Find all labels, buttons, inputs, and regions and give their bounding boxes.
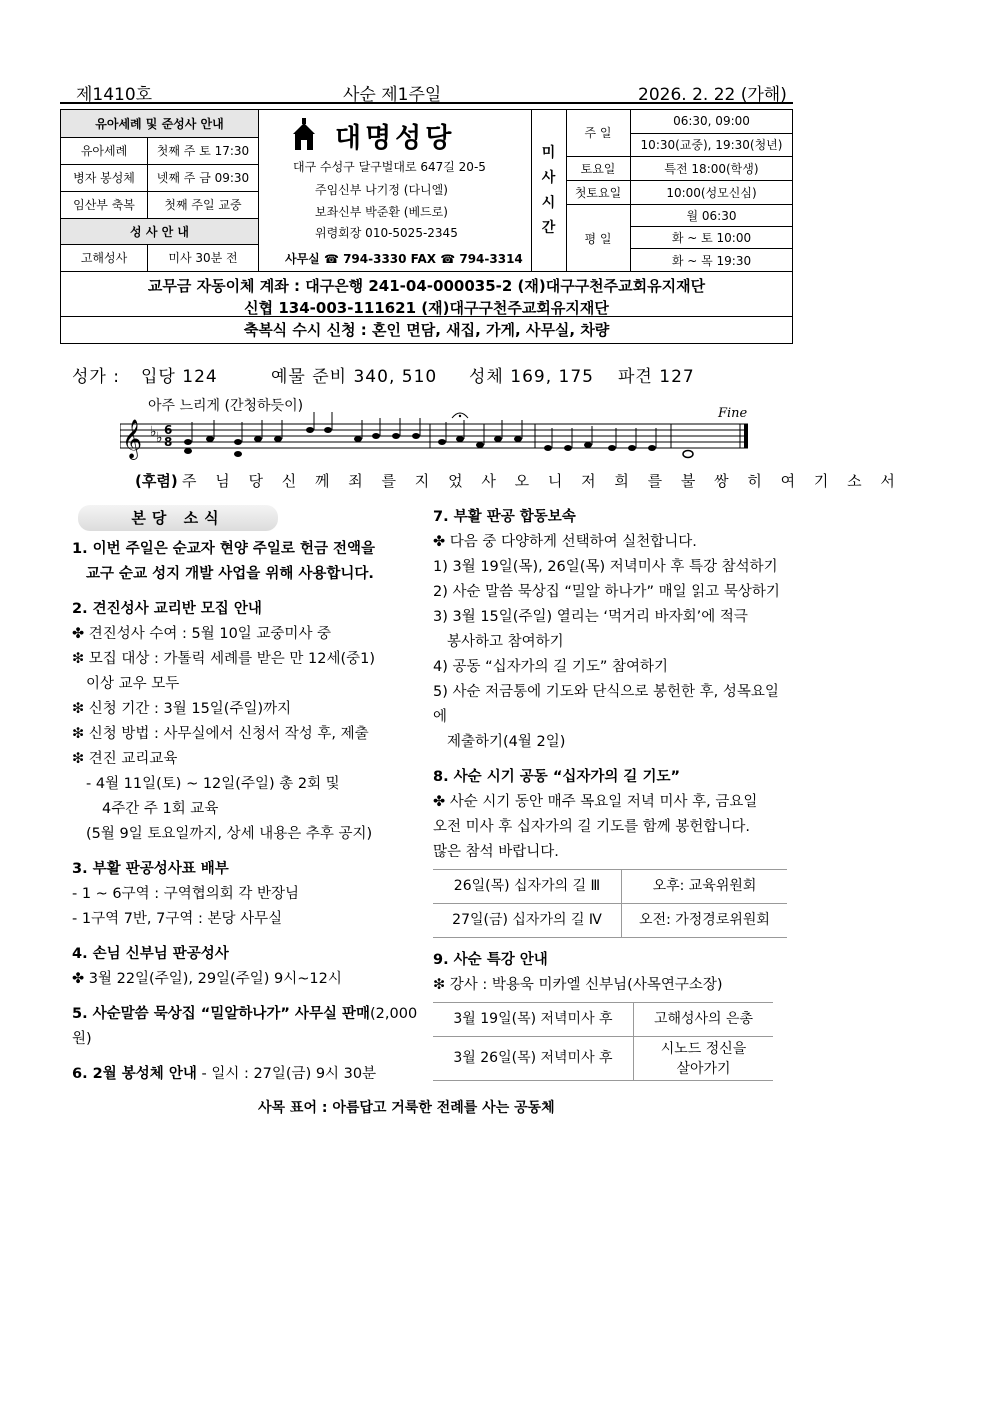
refrain-lyrics: 주 님 당 신 께 죄 를 지 었 사 오 니 저 희 를 불 쌍 히 여 기 소 서 [182, 472, 902, 490]
parish-address: 대구 수성구 달구벌대로 647길 20-5 [293, 160, 486, 174]
news-8-title: 8. 사순 시기 공동 “십자가의 길 기도” [433, 769, 681, 785]
table-row [433, 870, 787, 904]
news-2-line: ❇ 신청 기간 : 3월 15일(주일)까지 [72, 701, 292, 717]
info-box [60, 109, 793, 272]
baptism-title: 유아세례 및 준성사 안내 [61, 110, 259, 137]
sacrament-value: 넷째 주 금 09:30 [148, 164, 259, 191]
account-line-1: 교무금 자동이체 계좌 : 대구은행 241-04-000035-2 (재)대구구천주교회유지재단 [147, 277, 706, 295]
sacrament-label: 병자 봉성체 [61, 164, 148, 191]
tempo-marking: 아주 느리게 (간청하듯이) [148, 398, 304, 414]
news-2-line: ❇ 모집 대상 : 가톨릭 세례를 받은 만 12세(중1) [72, 651, 376, 667]
news-2-title: 2. 견진성사 교리반 모집 안내 [72, 601, 262, 617]
mass-table [566, 110, 792, 271]
lecture-table [433, 1002, 773, 1081]
station-day: 26일(목) 십자가의 길 Ⅲ [433, 870, 622, 904]
sacrament-table [61, 110, 259, 271]
news-7-item: 2) 사순 말씀 묵상집 “밀알 하나가” 매일 읽고 묵상하기 [433, 584, 780, 600]
news-4-title: 4. 손님 신부님 판공성사 [72, 946, 229, 962]
pastoral-motto: 사목 표어 : 아름답고 거룩한 전례를 사는 공동체 [258, 1100, 555, 1116]
parish-info [259, 110, 532, 271]
news-6-detail: - 일시 : 27일(금) 9시 30분 [196, 1066, 377, 1082]
fine-marking: Fine [718, 406, 748, 421]
news-8-line: 오전 미사 후 십자가의 길 기도를 함께 봉헌합니다. [433, 819, 751, 835]
news-5-price: (2,000원) [72, 1006, 418, 1047]
sacrament-value: 첫째 주일 교중 [148, 191, 259, 218]
news-5-title: 5. 사순말씀 묵상집 “밀알하나가” 사무실 판매 [72, 1006, 371, 1022]
header-rule [60, 102, 793, 104]
weekday-label: 평 일 [566, 205, 631, 271]
hymn-offertory: 예물 준비 340, 510 [271, 367, 438, 387]
liturgical-week: 사순 제1주일 [343, 85, 442, 105]
news-2-line: ❇ 견진 교리교육 [72, 751, 178, 767]
news-2-line: (5월 9일 토요일까지, 상세 내용은 추후 공지) [86, 826, 373, 842]
first-saturday-time: 10:00(성모신심) [631, 180, 793, 204]
news-8-line: ✤ 사순 시기 동안 매주 목요일 저녁 미사 후, 금요일 [433, 794, 758, 810]
svg-text:♭: ♭ [150, 424, 157, 440]
news-9-title: 9. 사순 특강 안내 [433, 952, 548, 968]
lecture-topic: 고해성사의 은총 [634, 1003, 774, 1037]
parish-news-pill: 본당 소식 [78, 505, 278, 531]
table-row [433, 1037, 773, 1081]
svg-text:♭: ♭ [156, 430, 163, 446]
news-2-line: ✤ 견진성사 수여 : 5월 10일 교중미사 중 [72, 626, 332, 642]
news-4-line: ✤ 3월 22일(주일), 29일(주일) 9시~12시 [72, 971, 342, 987]
news-3-line: - 1 ~ 6구역 : 구역협의회 각 반장님 [72, 886, 300, 902]
mass-title: 미 사 시 간 [531, 110, 567, 271]
news-7-item: 1) 3월 19일(목), 26일(목) 저녁미사 후 특강 참석하기 [433, 559, 778, 575]
confession-label: 고해성사 [61, 244, 148, 271]
table-row [433, 904, 787, 938]
news-2-line: ❇ 신청 방법 : 사무실에서 신청서 작성 후, 제출 [72, 726, 369, 742]
sunday-time: 06:30, 09:00 [631, 110, 793, 133]
news-7-item: 3) 3월 15일(주일) 열리는 ‘먹거리 바자회’에 적극 [433, 609, 748, 625]
assistant-priest: 보좌신부 박준환 (베드로) [315, 205, 448, 219]
news-1-title-cont: 교구 순교 성지 개발 사업을 위해 사용합니다. [86, 566, 374, 582]
station-group: 오후: 교육위원회 [622, 870, 788, 904]
svg-text:8: 8 [164, 435, 173, 449]
svg-text:𝄞: 𝄞 [122, 419, 143, 459]
lecture-topic [634, 1037, 774, 1081]
news-3-line: - 1구역 7반, 7구역 : 본당 사무실 [72, 911, 283, 927]
sunday-label: 주 일 [566, 110, 631, 156]
blessing-text: 축복식 수시 신청 : 혼인 면담, 새집, 가게, 사무실, 차량 [243, 321, 610, 339]
pastor: 주임신부 나기정 (다니엘) [315, 183, 448, 197]
council-chair: 위령회장 010-5025-2345 [315, 226, 458, 240]
account-line-2: 신협 134-003-111621 (재)대구구천주교회유지재단 [244, 299, 609, 317]
hymn-communion: 성체 169, 175 [469, 367, 594, 387]
news-7-title: 7. 부활 판공 합동보속 [433, 509, 576, 525]
first-saturday-label: 첫토요일 [566, 180, 631, 204]
news-3-title: 3. 부활 판공성사표 배부 [72, 861, 229, 877]
stations-table [433, 869, 787, 938]
station-day: 27일(금) 십자가의 길 Ⅳ [433, 904, 622, 938]
news-7-item: 4) 공동 “십자가의 길 기도” 참여하기 [433, 659, 669, 675]
hymn-label: 성가 : [72, 367, 120, 387]
sacrament-label: 임산부 축복 [61, 191, 148, 218]
news-7-item: 5) 사순 저금통에 기도와 단식으로 봉헌한 후, 성목요일에 [433, 684, 779, 725]
sacrament-value: 첫째 주 토 17:30 [148, 137, 259, 164]
account-banner [60, 272, 793, 317]
news-2-line: 이상 교우 모두 [86, 676, 180, 692]
station-group: 오전: 가정경로위원회 [622, 904, 788, 938]
svg-text:6: 6 [164, 423, 173, 437]
weekday-time: 화 ~ 토 10:00 [631, 227, 793, 249]
left-column [72, 537, 422, 1087]
lecture-topic-line-2: 살아가기 [676, 1060, 731, 1077]
weekday-time: 월 06:30 [631, 205, 793, 227]
lecture-date: 3월 19일(목) 저녁미사 후 [433, 1003, 634, 1037]
confession-value: 미사 30분 전 [148, 244, 259, 271]
saturday-time: 특전 18:00(학생) [631, 156, 793, 180]
table-row [433, 1003, 773, 1037]
news-7-intro: ✤ 다음 중 다양하게 선택하여 실천합니다. [433, 534, 697, 550]
saturday-label: 토요일 [566, 156, 631, 180]
issue-number: 제1410호 [76, 85, 153, 105]
right-column [433, 505, 791, 1081]
news-8-line: 많은 참석 바랍니다. [433, 844, 559, 860]
blessing-banner [60, 317, 793, 344]
hymn-entrance: 입당 124 [141, 367, 218, 387]
news-9-line: ❇ 강사 : 박용욱 미카엘 신부님(사목연구소장) [433, 977, 723, 993]
news-6-title: 6. 2월 봉성체 안내 [72, 1066, 197, 1082]
news-7-item-cont: 봉사하고 참여하기 [447, 634, 564, 650]
music-staff [120, 410, 750, 466]
sunday-time: 10:30(교중), 19:30(청년) [631, 133, 793, 156]
parish-name: 대명성당 [335, 123, 456, 154]
lecture-date: 3월 26일(목) 저녁미사 후 [433, 1037, 634, 1081]
issue-date: 2026. 2. 22 (가해) [638, 85, 787, 105]
weekday-time: 화 ~ 목 19:30 [631, 249, 793, 271]
hymn-recessional: 파견 127 [618, 367, 695, 387]
office-phone: 사무실 ☎ 794-3330 FAX ☎ 794-3314 [285, 252, 523, 266]
lecture-topic-line-1: 시노드 정신을 [660, 1040, 747, 1057]
news-2-line: 4주간 주 1회 교육 [102, 801, 219, 817]
refrain-label: (후렴) [135, 472, 178, 490]
sacrament-label: 유아세례 [61, 137, 148, 164]
confession-title: 성 사 안 내 [61, 218, 259, 244]
news-7-item-cont: 제출하기(4월 2일) [447, 734, 566, 750]
news-2-line: - 4월 11일(토) ~ 12일(주일) 총 2회 및 [86, 776, 340, 792]
news-1-title: 1. 이번 주일은 순교자 현양 주일로 헌금 전액을 [72, 541, 376, 557]
church-icon [289, 118, 319, 150]
